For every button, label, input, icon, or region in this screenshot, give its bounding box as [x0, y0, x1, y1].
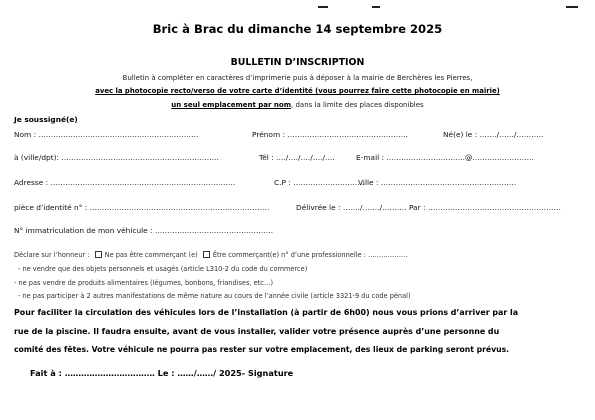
instruction-line-3: [0, 101, 595, 109]
form-title: BULLETIN D’INSCRIPTION: [230, 57, 365, 68]
instruction-line-2: avec la photocopie recto/verso de votre carte d’identité (vous pourrez faire cette photocopie en mairie): [95, 87, 500, 95]
birthdate-field[interactable]: Né(e) le : ……./……/………..: [443, 130, 544, 139]
scan-mark: [372, 6, 380, 8]
declaration-item-2: - ne pas vendre de produits alimentaires (légumes, bonbons, friandises, etc…): [14, 279, 274, 287]
address-field[interactable]: Adresse : …………………………………………………………………: [14, 178, 236, 187]
facilitation-line-2: rue de la piscine. Il faudra ensuite, avant de vous installer, valider votre présence auprès d’une personne du: [14, 327, 500, 336]
declaration-item-1: - ne vendre que des objets personnels et usagés (article L310-2 du code du commerce): [18, 265, 308, 273]
facilitation-line-1: Pour faciliter la circulation des véhicules lors de l’installation (à partir de 6h00) nous vous prions d’arriver par la: [14, 308, 519, 317]
prenom-field[interactable]: Prénom : ………………………………………….: [252, 130, 408, 139]
not-merchant-checkbox[interactable]: [95, 251, 102, 258]
merchant-checkbox[interactable]: [203, 251, 210, 258]
phone-field[interactable]: Tél : …./…./…./…./….: [259, 153, 335, 162]
nom-field[interactable]: Nom : …………………………………………………….….: [14, 130, 199, 139]
scan-mark: [566, 6, 578, 8]
declaration-item-3: - ne pas participer à 2 autres manifestations de même nature au cours de l’année civile (article 3321-9 du code pénal): [18, 292, 411, 300]
not-merchant-label: Ne pas être commerçant (e): [104, 251, 198, 259]
undersigned-label: Je soussigné(e): [14, 115, 78, 124]
single-slot-emphasis: un seul emplacement par nom: [171, 101, 292, 109]
instruction-line-1: Bulletin à compléter en caractères d’imprimerie puis à déposer à la mairie de Berchères les Pierres,: [122, 74, 473, 82]
instruction-line-3-rest: , dans la limite des places disponibles: [291, 101, 424, 109]
postcode-field[interactable]: C.P : ………………………..: [274, 178, 365, 187]
declaration-lead: Déclare sur l’honneur :: [14, 251, 90, 259]
scan-mark: [318, 6, 328, 8]
signature-line[interactable]: Fait à : …………………………… Le : ……/……/ 2025- Signature: [30, 368, 294, 378]
birthplace-field[interactable]: à (ville/dpt): ……………………………………………………….: [14, 153, 219, 162]
declaration-line: [14, 251, 408, 259]
email-field[interactable]: E-mail : …………………………..@…………………….: [356, 153, 534, 162]
event-title: Bric à Brac du dimanche 14 septembre 2025: [152, 22, 443, 36]
facilitation-line-3: comité des fêtes. Votre véhicule ne pourra pas rester sur votre emplacement, des lieux de parking seront prévus.: [14, 345, 510, 354]
city-field[interactable]: Ville : ……………………………………………….: [358, 178, 517, 187]
merchant-label: Être commerçant(e) n° d’une professionnelle : ………………: [212, 251, 408, 259]
vehicle-plate-field[interactable]: N° immatriculation de mon véhicule : …………………………………………: [14, 226, 274, 235]
id-issued-field[interactable]: Délivrée le : ……./……./………. Par : ………………………………………………: [296, 203, 561, 212]
id-number-field[interactable]: pièce d’identité n° : ……………………………………………………………….: [14, 203, 270, 212]
